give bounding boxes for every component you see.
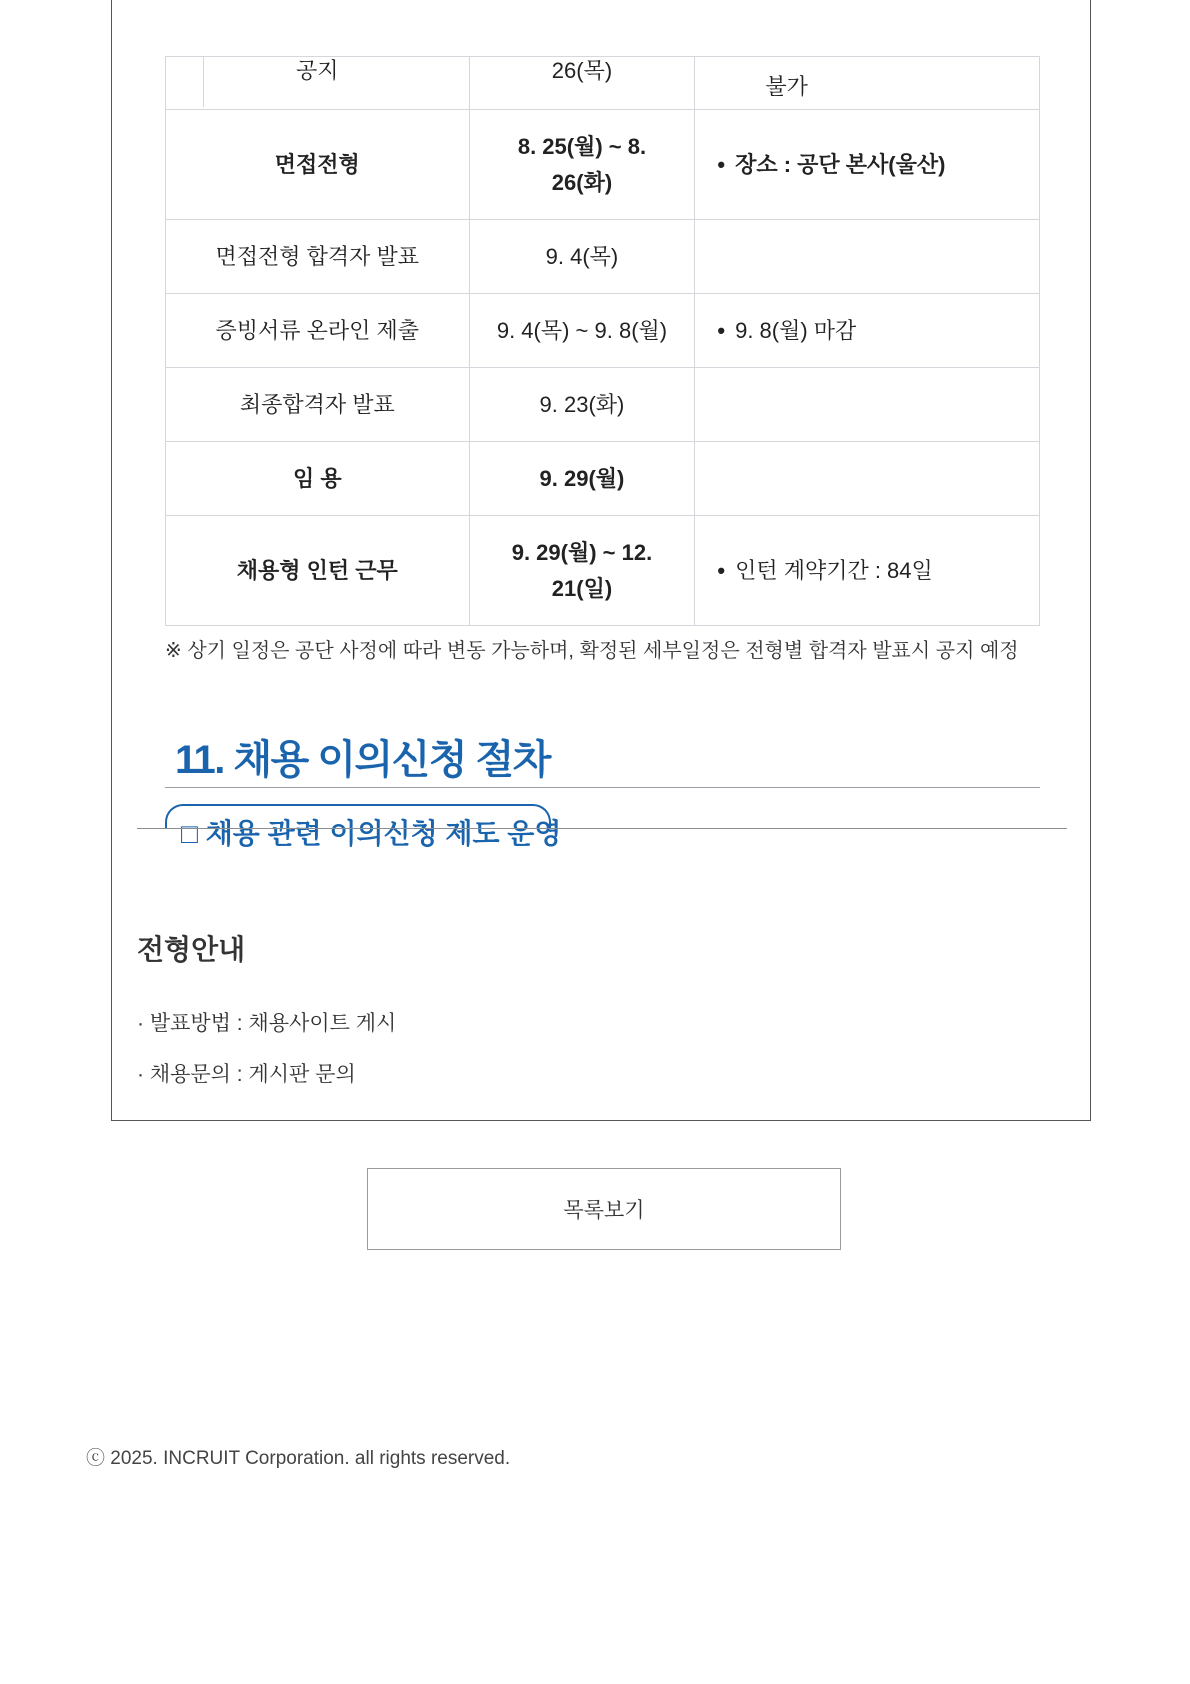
note-cell xyxy=(695,442,1040,516)
info-title: 전형안내 xyxy=(137,934,246,965)
date-cell: 26(목) xyxy=(469,57,695,110)
subsection-heading xyxy=(165,804,562,849)
info-inquiry: · 채용문의 : 게시판 문의 xyxy=(137,1063,356,1086)
info-announcement-method: · 발표방법 : 채용사이트 게시 xyxy=(137,1012,397,1035)
schedule-table-viewport xyxy=(165,56,1042,829)
table-row xyxy=(166,516,1040,626)
date-cell: 9. 23(화) xyxy=(469,368,695,442)
copyright: ⓒ 2025. INCRUIT Corporation. all rights reserved. xyxy=(86,1448,511,1469)
section-divider xyxy=(165,787,1040,788)
stage-cell xyxy=(166,57,470,110)
table-row xyxy=(166,57,1040,110)
note-cell: • 인턴 계약기간 : 84일 xyxy=(695,516,1040,626)
table-row xyxy=(166,220,1040,294)
date-cell: 9. 4(목) ~ 9. 8(월) xyxy=(469,294,695,368)
stage-cell: 면접전형 xyxy=(166,110,470,220)
note-cell: • 9. 8(월) 마감 xyxy=(695,294,1040,368)
stage-cell: 증빙서류 온라인 제출 xyxy=(166,294,470,368)
date-cell: 9. 29(월) ~ 12. 21(일) xyxy=(469,516,695,626)
note-cell xyxy=(695,368,1040,442)
note-cell: 불가 xyxy=(695,57,1040,110)
list-view-button[interactable]: 목록보기 xyxy=(367,1168,841,1250)
table-row xyxy=(166,368,1040,442)
table-row xyxy=(166,442,1040,516)
subsection-heading-text: □ 채용 관련 이의신청 제도 운영 xyxy=(181,818,562,849)
date-cell: 9. 4(목) xyxy=(469,220,695,294)
stage-cell: 채용형 인턴 근무 xyxy=(166,516,470,626)
note-cell xyxy=(695,220,1040,294)
schedule-table xyxy=(165,56,1040,626)
note-cell: • 장소 : 공단 본사(울산) xyxy=(695,110,1040,220)
stage-cell: 최종합격자 발표 xyxy=(166,368,470,442)
stage-cell: 임 용 xyxy=(166,442,470,516)
stage-cell: 면접전형 합격자 발표 xyxy=(166,220,470,294)
table-row xyxy=(166,294,1040,368)
date-cell: 9. 29(월) xyxy=(469,442,695,516)
table-row xyxy=(166,110,1040,220)
content-divider xyxy=(137,828,1067,829)
date-cell: 8. 25(월) ~ 8. 26(화) xyxy=(469,110,695,220)
stage-text: 공지 xyxy=(296,58,339,83)
section-title: 11. 채용 이의신청 절차 xyxy=(175,738,550,782)
sub-column-divider xyxy=(203,57,204,107)
schedule-footnote: ※ 상기 일정은 공단 사정에 따라 변동 가능하며, 확정된 세부일정은 전형별 합격자 발표시 공지 예정 xyxy=(165,640,1019,662)
